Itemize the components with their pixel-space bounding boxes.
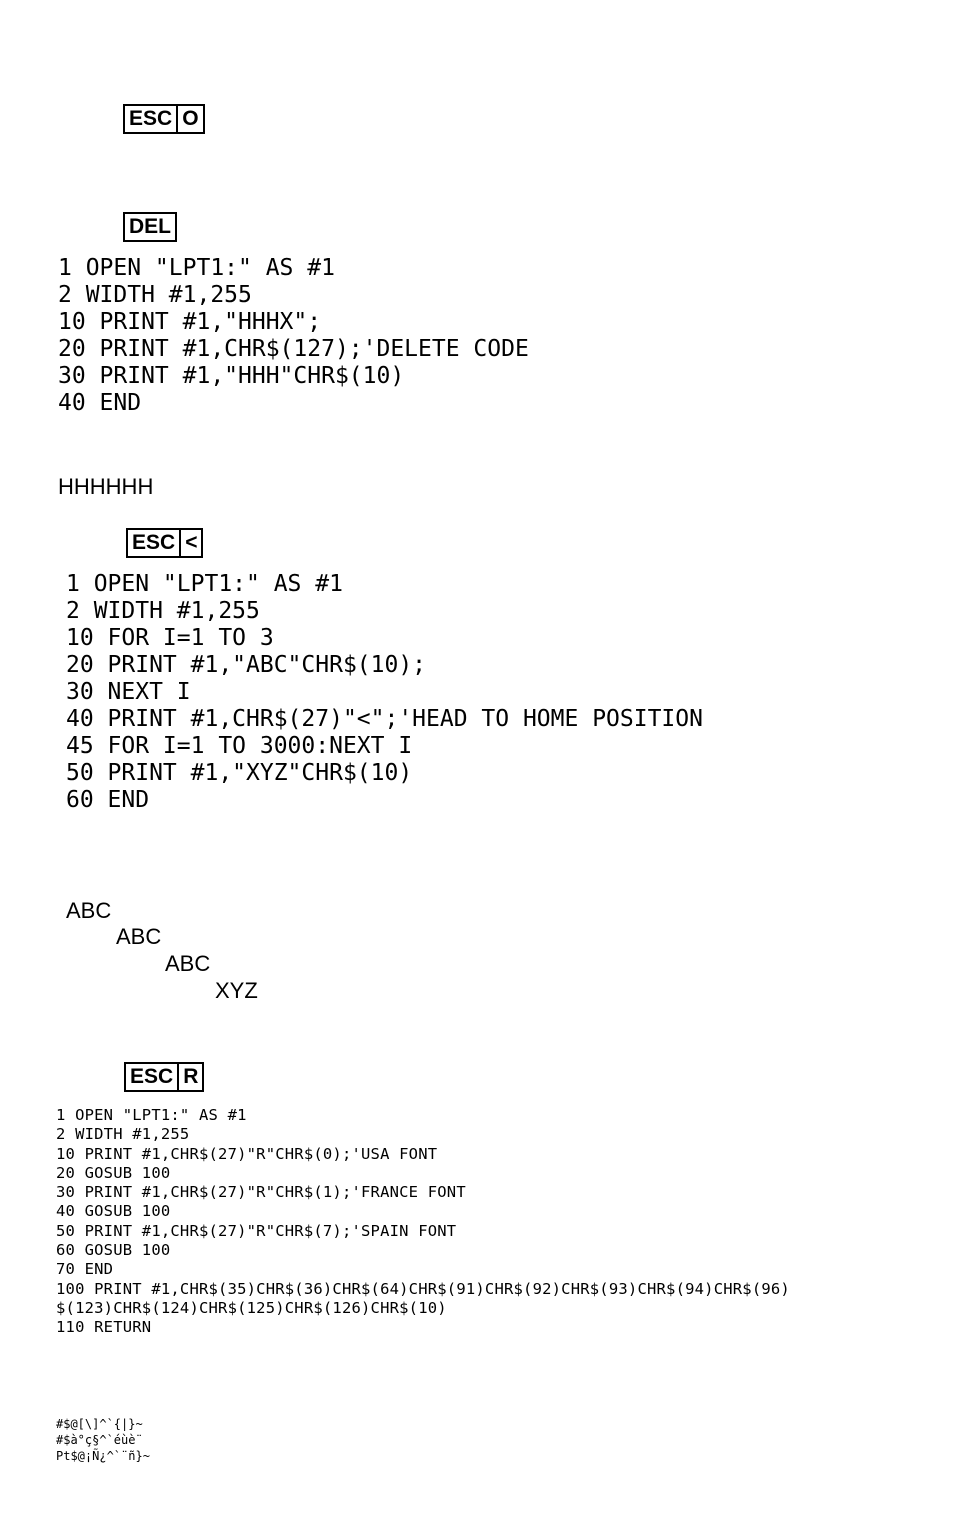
code-line: 70 END: [56, 1260, 114, 1279]
code-line: 50 PRINT #1,"XYZ"CHR$(10): [66, 760, 413, 786]
esc-lt-keycaps: [126, 528, 203, 558]
keycap-esc: ESC: [124, 1062, 179, 1092]
code-line: 2 WIDTH #1,255: [66, 598, 260, 624]
code-line: $(123)CHR$(124)CHR$(125)CHR$(126)CHR$(10): [56, 1298, 447, 1317]
code-line: 2 WIDTH #1,255: [58, 282, 252, 308]
code-line: 30 NEXT I: [66, 679, 191, 705]
esc-r-code-listing: [56, 1106, 790, 1338]
code-line: 10 PRINT #1,"HHHX";: [58, 309, 322, 335]
code-line: 60 GOSUB 100: [56, 1241, 171, 1260]
esc-lt-output-line-2: ABC: [116, 924, 162, 949]
esc-lt-output-line-1: ABC: [66, 898, 112, 923]
code-line: 1 OPEN "LPT1:" AS #1: [56, 1106, 247, 1124]
esc-r-output-france: #$à°ç§^`éùè¨: [56, 1433, 143, 1447]
esc-r-keycaps: [124, 1062, 204, 1092]
code-line: 45 FOR I=1 TO 3000:NEXT I: [66, 733, 413, 759]
code-line: 20 PRINT #1,"ABC"CHR$(10);: [66, 652, 427, 678]
keycap-del: DEL: [123, 212, 177, 242]
code-line: 40 GOSUB 100: [56, 1202, 171, 1221]
esc-lt-output-line-4: XYZ: [215, 978, 258, 1003]
esc-o-keycaps: [123, 104, 205, 134]
code-line: 2 WIDTH #1,255: [56, 1125, 190, 1144]
esc-lt-code-listing: [66, 571, 703, 814]
code-line: 10 FOR I=1 TO 3: [66, 625, 274, 651]
esc-r-output-spain: Pt$@¡Ñ¿^`¨ñ}~: [56, 1449, 150, 1463]
code-line: 40 PRINT #1,CHR$(27)"<";'HEAD TO HOME POSITION: [66, 706, 703, 732]
code-line: 20 GOSUB 100: [56, 1163, 171, 1182]
keycap-esc: ESC: [126, 528, 181, 558]
keycap-r: R: [179, 1062, 204, 1092]
del-keycaps: [123, 212, 177, 242]
code-line: 40 END: [58, 390, 142, 416]
code-line: 30 PRINT #1,CHR$(27)"R"CHR$(1);'FRANCE FONT: [56, 1183, 466, 1202]
keycap-less-than: <: [181, 528, 203, 558]
code-line: 1 OPEN "LPT1:" AS #1: [58, 255, 335, 281]
code-line: 50 PRINT #1,CHR$(27)"R"CHR$(7);'SPAIN FONT: [56, 1221, 457, 1240]
code-line: 30 PRINT #1,"HHH"CHR$(10): [58, 363, 405, 389]
esc-r-output-usa: #$@[\]^`{|}~: [56, 1417, 143, 1431]
del-output: HHHHHH: [58, 474, 154, 499]
keycap-o: O: [178, 104, 204, 134]
code-line: 10 PRINT #1,CHR$(27)"R"CHR$(0);'USA FONT: [56, 1144, 438, 1163]
code-line: 60 END: [66, 787, 150, 813]
code-line: 20 PRINT #1,CHR$(127);'DELETE CODE: [58, 336, 529, 362]
code-line: 100 PRINT #1,CHR$(35)CHR$(36)CHR$(64)CHR$(91)CHR$(92)CHR$(93)CHR$(94)CHR$(96): [56, 1279, 790, 1298]
code-line: 1 OPEN "LPT1:" AS #1: [66, 571, 343, 597]
code-line: 110 RETURN: [56, 1318, 152, 1337]
del-code-listing: [58, 255, 529, 417]
keycap-esc: ESC: [123, 104, 178, 134]
esc-lt-output-line-3: ABC: [165, 951, 211, 976]
